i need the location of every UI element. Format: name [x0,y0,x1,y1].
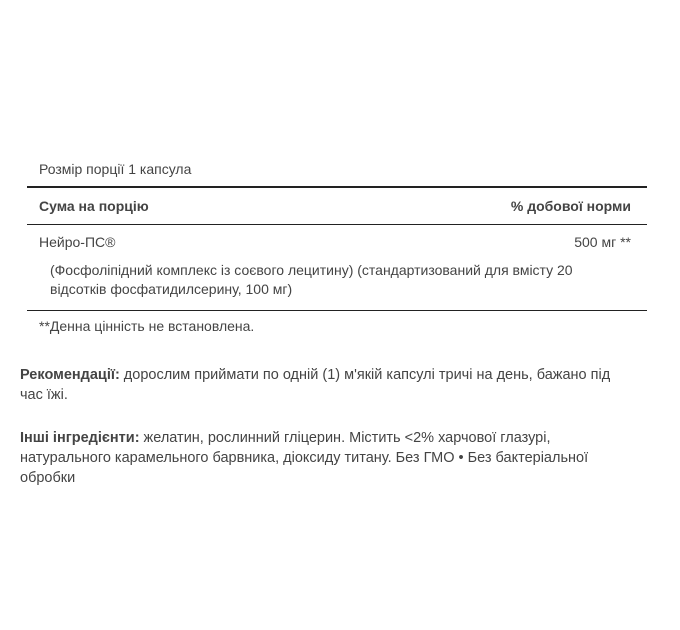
ingredient-amount: 500 мг ** [574,234,631,250]
daily-value-header: % добової норми [510,198,631,214]
other-ingredients-text: желатин, рослинний гліцерин. Містить <2% харчової глазурі, натурального карамельного барвника, діоксиду титану. Без ГМО • Без бактеріальної обробки [20,430,589,486]
supplement-facts-table [27,152,647,343]
recommendations-text: дорослим приймати по одній (1) м'якій капсулі тричі на день, бажано під час їжі. [20,367,611,403]
other-ingredients-section [20,428,630,488]
other-ingredients-label: Інші інгредієнти: [20,430,140,446]
ingredient-description: (Фосфоліпідний комплекс із соєвого лецитину) (стандартизований для вмісту 20 відсотків фосфатидилсерину, 100 мг) [50,262,573,297]
serving-size: Розмір порції 1 капсула [39,161,192,177]
footnote: **Денна цінність не встановлена. [39,318,255,334]
ingredient-name: Нейро-ПС® [39,234,116,250]
table-header [27,188,647,224]
recommendations-label: Рекомендації: [20,367,120,383]
amount-per-serving-header: Сума на порцію [39,198,149,214]
table-row [27,225,647,255]
recommendations-section [20,365,630,405]
